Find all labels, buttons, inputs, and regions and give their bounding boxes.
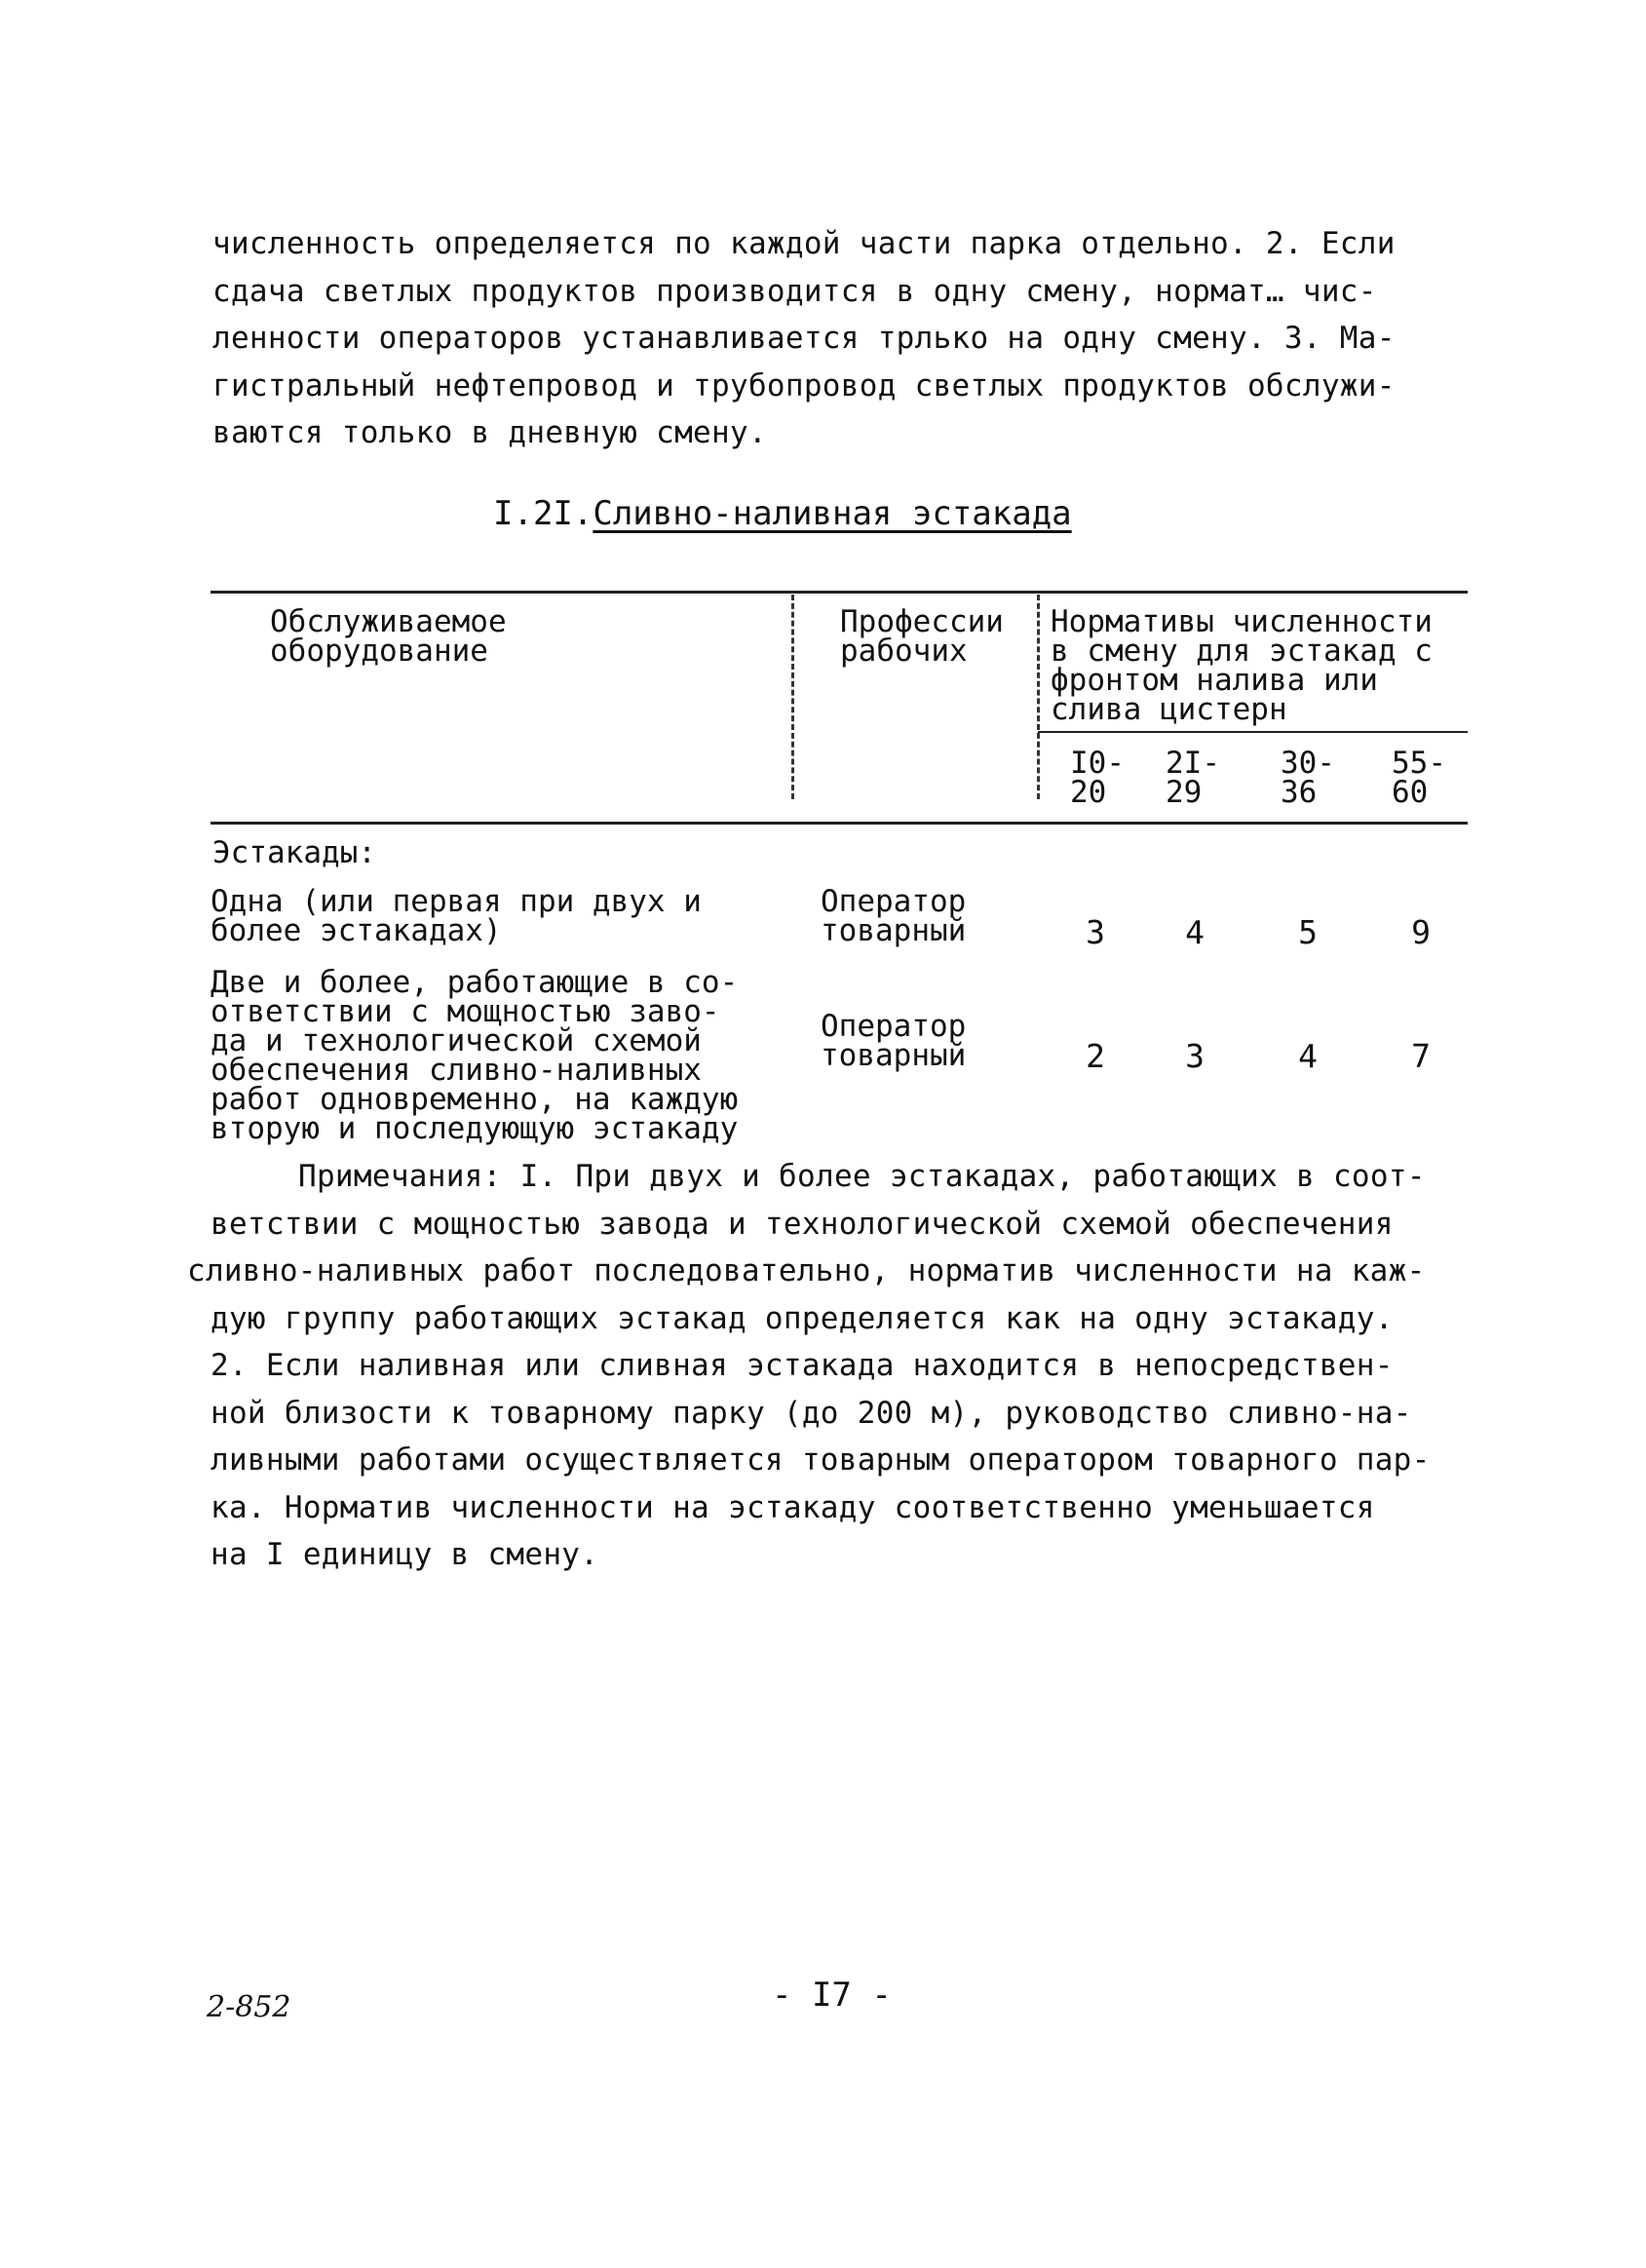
- col-range-from: I0-: [1070, 746, 1125, 781]
- note-line: дую группу работающих эстакад определяется как на одну эстакаду.: [211, 1300, 1394, 1336]
- intro-line: гистральный нефтепровод и трубопровод светлых продуктов обслужи-: [212, 367, 1396, 404]
- note-line: на I единицу в смену.: [211, 1537, 599, 1572]
- table-row-profession: [821, 1009, 967, 1073]
- col-range-to: 20: [1070, 775, 1107, 810]
- profession-line: Оператор: [821, 1009, 967, 1044]
- table-top-rule: [211, 591, 1468, 594]
- header-norms-line: фронтом налива или: [1051, 663, 1378, 698]
- header-norms-line: Нормативы численности: [1051, 604, 1433, 639]
- header-equipment-line: Обслуживаемое: [270, 604, 507, 639]
- intro-line: численность определяется по каждой части парка отдельно. 2. Если: [212, 226, 1396, 261]
- intro-line: сдача светлых продуктов производится в одну смену, нормат… чис-: [212, 273, 1377, 309]
- value-10-20: 3: [1086, 913, 1105, 951]
- column-divider: [791, 595, 794, 799]
- header-equipment: [270, 604, 507, 669]
- header-norms: [1051, 604, 1433, 727]
- table-row-equipment: [211, 965, 739, 1146]
- equipment-line: вторую и последующую эстакаду: [211, 1111, 739, 1146]
- table-row-equipment: [211, 884, 702, 948]
- note-line: сливно-наливных работ последовательно, норматив численности на каж-: [187, 1253, 1426, 1288]
- header-col-10-20: [1070, 746, 1125, 810]
- intro-line: ленности операторов устанавливается трлько на одну смену. 3. Ма-: [212, 321, 1396, 356]
- equipment-line: Две и более, работающие в со-: [211, 965, 739, 1000]
- intro-line: ваются только в дневную смену.: [212, 415, 767, 450]
- header-profession-line: Профессии: [840, 604, 1004, 639]
- intro-paragraph: [212, 220, 1440, 457]
- section-title-text: Сливно-наливная эстакада: [593, 494, 1072, 533]
- col-range-to: 29: [1166, 775, 1203, 810]
- col-range-from: 2I-: [1166, 746, 1220, 781]
- header-col-30-36: [1281, 746, 1335, 810]
- header-col-21-29: [1166, 746, 1220, 810]
- section-number: I.2I.: [493, 494, 593, 533]
- note-line: ка. Норматив численности на эстакаду соответственно уменьшается: [211, 1489, 1375, 1525]
- value-21-29: 4: [1185, 913, 1205, 951]
- note-line: 2. Если наливная или сливная эстакада находится в непосредствен-: [211, 1348, 1394, 1383]
- equipment-line: да и технологической схемой: [211, 1023, 702, 1058]
- note-line: ной близости к товарному парку (до 200 м), руководство сливно-на-: [211, 1395, 1412, 1431]
- equipment-line: работ одновременно, на каждую: [211, 1082, 739, 1117]
- value-55-60: 9: [1411, 913, 1431, 951]
- equipment-line: более эстакадах): [211, 913, 502, 948]
- col-range-from: 30-: [1281, 746, 1335, 781]
- column-divider: [1037, 595, 1040, 799]
- equipment-line: ответствии с мощностью заво-: [211, 994, 720, 1029]
- table-row-profession: [821, 884, 967, 948]
- col-range-to: 36: [1281, 775, 1318, 810]
- value-55-60: 7: [1411, 1037, 1431, 1075]
- value-30-36: 4: [1298, 1037, 1318, 1075]
- table-header-bottom-rule: [211, 822, 1468, 825]
- page-number: - I7 -: [772, 1976, 892, 2015]
- notes-paragraph: [187, 1153, 1474, 1579]
- equipment-line: обеспечения сливно-наливных: [211, 1053, 702, 1088]
- header-norms-line: слива цистерн: [1051, 692, 1287, 727]
- group-label: Эстакады:: [212, 835, 376, 870]
- col-range-to: 60: [1392, 775, 1429, 810]
- header-norms-line: в смену для эстакад с: [1051, 634, 1433, 669]
- value-10-20: 2: [1086, 1037, 1105, 1075]
- section-title: [493, 492, 1072, 535]
- value-30-36: 5: [1298, 913, 1318, 951]
- header-profession: [840, 604, 1004, 669]
- document-code: 2-852: [207, 1990, 291, 2024]
- profession-line: товарный: [821, 1038, 967, 1073]
- profession-line: Оператор: [821, 884, 967, 919]
- note-line: ливными работами осуществляется товарным оператором товарного пар-: [211, 1442, 1431, 1478]
- profession-line: товарный: [821, 913, 967, 948]
- norms-header-rule: [1038, 731, 1468, 733]
- header-col-55-60: [1392, 746, 1446, 810]
- note-line: ветствии с мощностью завода и технологической схемой обеспечения: [211, 1206, 1394, 1242]
- equipment-line: Одна (или первая при двух и: [211, 884, 702, 919]
- col-range-from: 55-: [1392, 746, 1446, 781]
- header-profession-line: рабочих: [840, 634, 968, 669]
- value-21-29: 3: [1185, 1037, 1205, 1075]
- header-equipment-line: оборудование: [270, 634, 488, 669]
- note-line: Примечания: I. При двух и более эстакадах, работающих в соот-: [298, 1159, 1426, 1194]
